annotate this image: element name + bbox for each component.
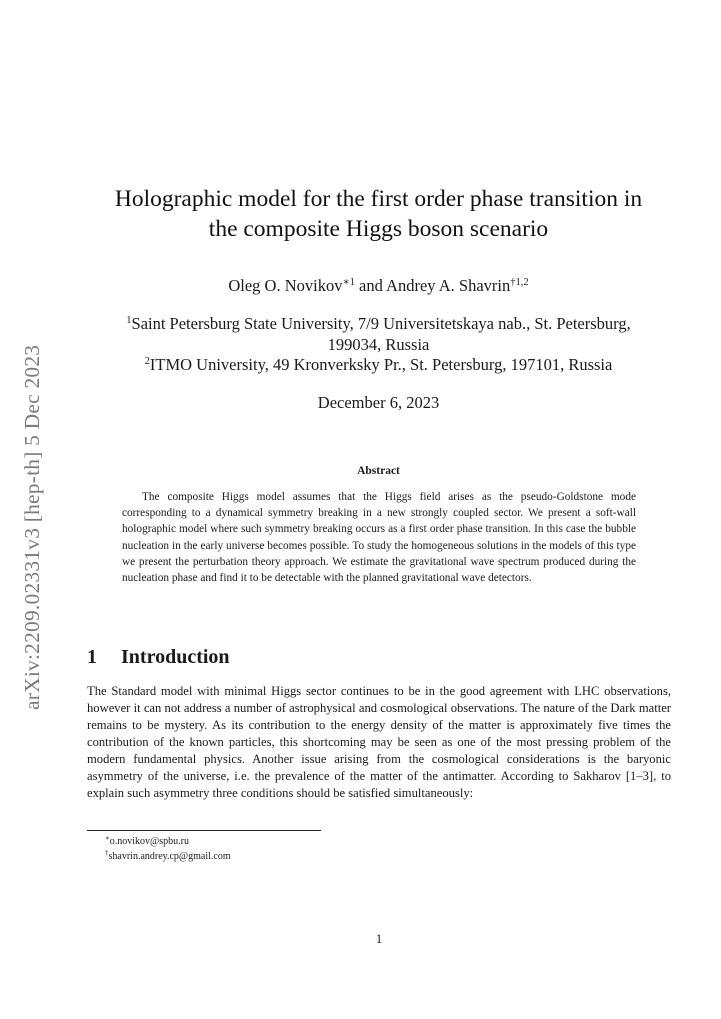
author-shavrin: Andrey A. Shavrin <box>386 276 511 295</box>
author-list <box>80 276 677 296</box>
author-conjunction: and <box>354 276 387 295</box>
title-line-2: the composite Higgs boson scenario <box>208 216 549 242</box>
paper-title <box>80 184 677 244</box>
paper-date: December 6, 2023 <box>317 393 440 412</box>
affiliation-1-line-2: 199034, Russia <box>327 334 430 354</box>
author-novikov: Oleg O. Novikov <box>228 276 343 295</box>
affiliation-2-mark: 2 <box>144 356 150 367</box>
footnote-2 <box>105 850 231 865</box>
footnote-1-mark: ∗ <box>105 834 110 842</box>
affiliation-1-mark: 1 <box>126 315 132 326</box>
affiliations <box>80 314 677 376</box>
abstract-body: The composite Higgs model assumes that the Higgs field arises as the pseudo-Goldstone mode corresponding to a dynamical symmetry breaking in a new strongly coupled sector. We present a soft-wall holographic model where such symmetry breaking occurs as a first order phase transition. In this case the bubble nucleation in the early universe becomes possible. To study the homogeneous solutions in the models of this type we present the perturbation theory approach. We estimate the gravitational wave spectrum produced during the nucleation phase and find it to be detectable with the planned gravitational wave detectors. <box>122 491 636 585</box>
footnote-1-email: o.novikov@spbu.ru <box>109 836 189 847</box>
author-shavrin-marks: †1,2 <box>510 277 529 288</box>
footnotes <box>105 835 231 864</box>
footnote-rule <box>87 830 321 831</box>
title-line-1: Holographic model for the first order phase transition in <box>114 186 643 212</box>
affiliation-1-line-1: Saint Petersburg State University, 7/9 Universitetskaya nab., St. Petersburg, <box>131 314 631 333</box>
affiliation-2-text: ITMO University, 49 Kronverksky Pr., St. Petersburg, 197101, Russia <box>149 355 613 374</box>
footnote-2-mark: † <box>105 848 109 857</box>
footnote-2-email: shavrin.andrey.cp@gmail.com <box>108 850 231 862</box>
abstract-heading: Abstract <box>357 465 400 477</box>
footnote-1 <box>105 835 231 850</box>
affiliation-1 <box>80 314 677 335</box>
introduction-paragraph: The Standard model with minimal Higgs sector continues to be in the good agreement with LHC observations, however it can not address a number of astrophysical and cosmological observations. The nature of the Dark matter remains to be mystery. As its contribution to the energy density of the matter is approximately five times the contribution of the known particles, this shortcoming may be seen as one of the most pressing problem of the modern fundamental physics. Another issue arising from the cosmological considerations is the baryonic asymmetry of the universe, i.e. the prevalence of the matter of the antimatter. According to Sakharov [1–3], to explain such asymmetry three conditions should be satisfied simultaneously: <box>87 684 671 800</box>
section-number: 1 <box>87 646 97 668</box>
arxiv-identifier-stamp: arXiv:2209.02331v3 [hep-th] 5 Dec 2023 <box>20 344 44 710</box>
affiliation-2 <box>80 355 677 376</box>
author-novikov-marks: ∗1 <box>342 277 355 288</box>
section-heading-introduction <box>87 646 230 669</box>
page-number: 1 <box>375 932 383 946</box>
section-title: Introduction <box>121 646 230 668</box>
